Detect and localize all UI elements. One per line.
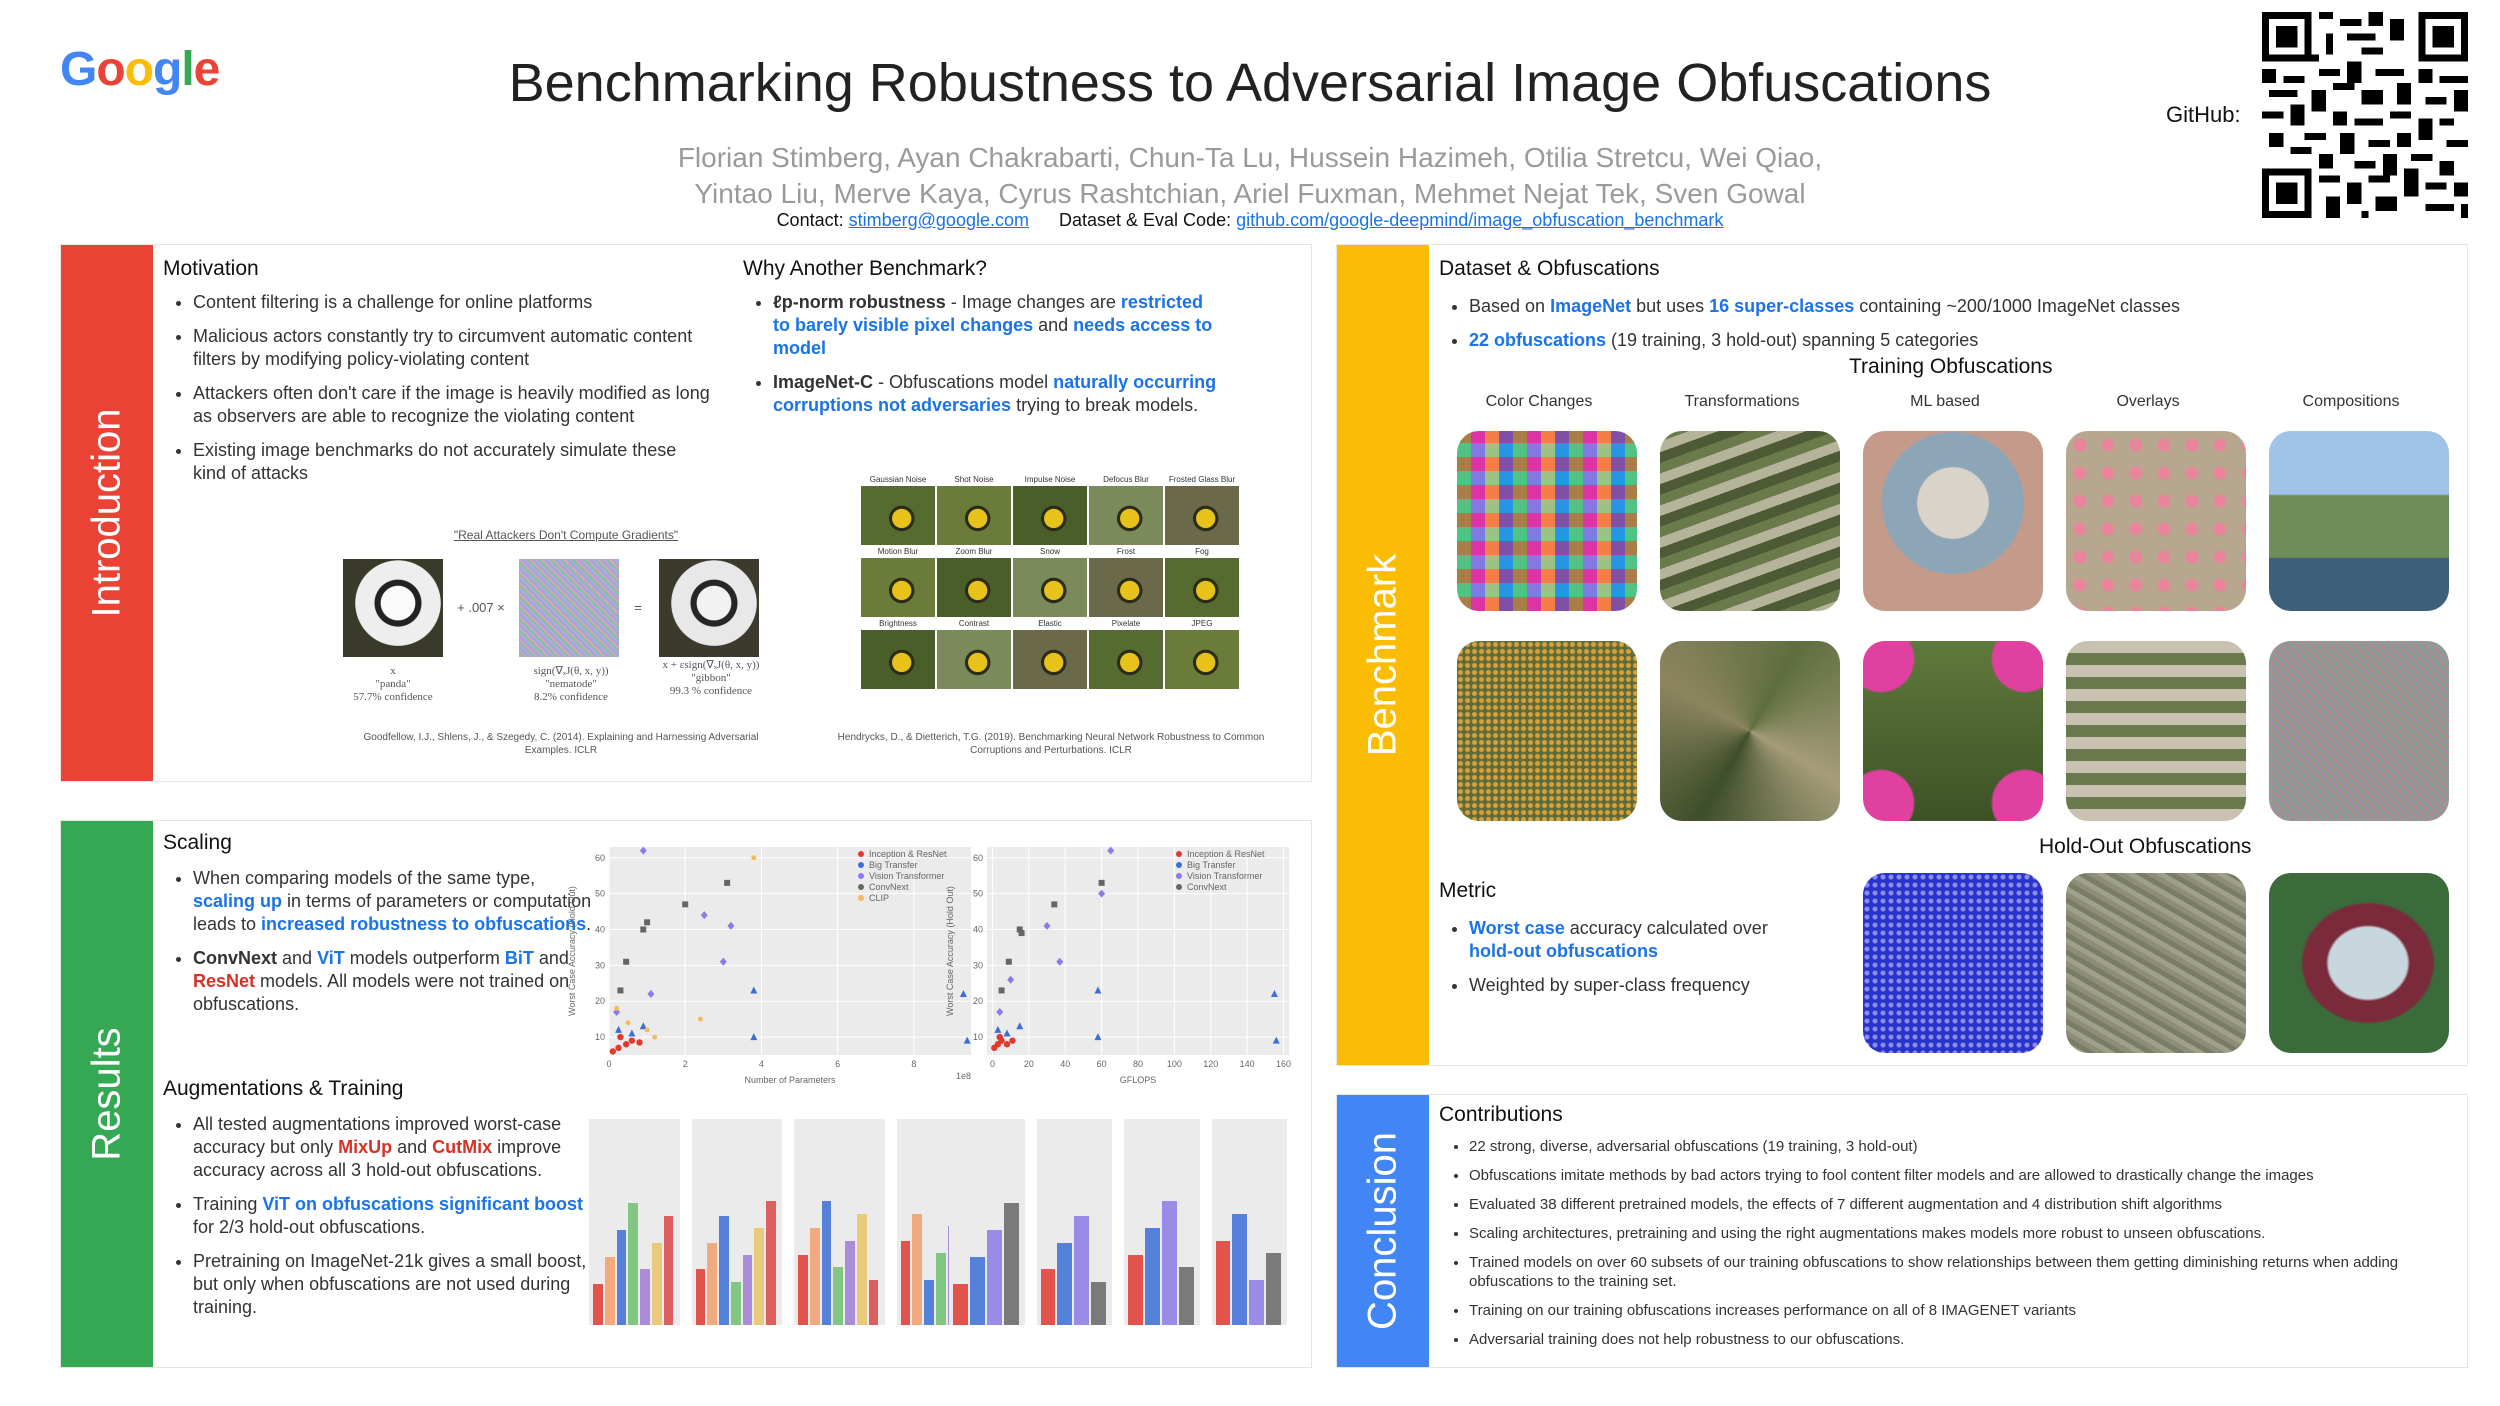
bar: [1179, 1267, 1194, 1325]
legend-marker: [858, 851, 864, 857]
imagenet-c-thumb-label: Pixelate: [1111, 619, 1141, 628]
legend-marker: [1176, 884, 1182, 890]
bar-chart-subplot: [1037, 1119, 1113, 1325]
bar: [1074, 1216, 1089, 1325]
legend-marker: [858, 873, 864, 879]
bar: [1232, 1214, 1247, 1325]
legend-marker: [858, 862, 864, 868]
bar: [833, 1267, 843, 1325]
list-item: • Evaluated 38 different pretrained models, the effects of 7 different augmentation and 4 distribution shift algorithms: [1469, 1195, 2479, 1214]
metric-list: [1439, 917, 1809, 1008]
bar: [924, 1280, 934, 1325]
data-point: [682, 901, 688, 907]
bar: [1162, 1201, 1177, 1325]
imagenet-c-thumb-label: Snow: [1039, 547, 1060, 556]
bar: [1057, 1243, 1072, 1325]
adversarial-panda-image: [659, 559, 759, 657]
bar: [1004, 1203, 1019, 1325]
x-tick-label: 160: [1276, 1059, 1292, 1069]
y-axis-label: Worst Case Accuracy (Hold Out): [567, 886, 577, 1016]
data-point: [999, 987, 1005, 993]
bar: [1266, 1253, 1281, 1325]
x-tick-label: 40: [1060, 1059, 1071, 1069]
legend-marker: [1176, 862, 1182, 868]
imagenet-c-thumb: [1089, 558, 1163, 617]
y-axis-label: Worst Case Accuracy (Hold Out): [945, 886, 955, 1016]
conclusion-bar-label: Conclusion: [1360, 1132, 1405, 1330]
data-point: [751, 855, 756, 860]
x-tick-label: 6: [835, 1059, 841, 1069]
imagenet-c-thumb: [1165, 630, 1239, 689]
list-item: • Attackers often don't care if the image is heavily modified as long as observers are able to recognize the violating content: [193, 382, 713, 428]
bar: [664, 1216, 674, 1325]
augmentations-heading: Augmentations & Training: [163, 1077, 404, 1100]
list-item: • Based on ImageNet but uses 16 super-classes containing ~200/1000 ImageNet classes: [1469, 295, 2469, 318]
qr-code-icon[interactable]: [2262, 12, 2468, 218]
data-point: [610, 1048, 616, 1054]
motivation-list: [163, 291, 713, 496]
training-bar-charts: [941, 1111, 1301, 1351]
y-tick-label: 30: [972, 960, 983, 971]
x-axis-label: Number of Parameters: [744, 1075, 836, 1085]
imagenet-c-thumb: [861, 558, 935, 617]
obfuscation-overlay-2: [2066, 641, 2246, 821]
conclusion-bar: [1337, 1095, 1429, 1367]
data-point: [615, 1045, 621, 1051]
holdout-obfuscation-1: [1863, 873, 2043, 1053]
panda-image: [343, 559, 443, 657]
data-point: [636, 1039, 642, 1045]
obfuscation-overlay-1: [2066, 431, 2246, 611]
fig1-eq: =: [634, 600, 642, 615]
legend-marker: [858, 895, 864, 901]
y-tick-label: 50: [594, 888, 605, 899]
bar: [798, 1255, 808, 1325]
list-item: • 22 obfuscations (19 training, 3 hold-out) spanning 5 categories: [1469, 329, 2469, 352]
legend-marker: [1176, 851, 1182, 857]
imagenet-c-thumb-label: Defocus Blur: [1103, 475, 1149, 484]
dataset-heading: Dataset & Obfuscations: [1439, 257, 1660, 280]
bar-chart-subplot: [1212, 1119, 1288, 1325]
imagenet-c-thumb-label: Frost: [1116, 547, 1136, 556]
fig1-caption-1: x "panda" 57.7% confidence: [353, 665, 433, 703]
list-item: • ℓp-norm robustness - Image changes are restricted to barely visible pixel changes and needs access to model: [773, 291, 1223, 360]
contact-email-link[interactable]: stimberg@google.com: [848, 210, 1029, 230]
list-item: • When comparing models of the same type, scaling up in terms of parameters or computation leads to increased robustness to obfuscations.: [193, 867, 593, 936]
scatter-chart-gflops: [941, 837, 1301, 1089]
legend-label: Vision Transformer: [869, 871, 945, 881]
scatter-chart-parameters: [563, 837, 983, 1089]
holdout-obfuscation-3: [2269, 873, 2449, 1053]
imagenet-c-thumb: [1165, 486, 1239, 545]
scaling-list: [163, 867, 593, 1027]
list-item: • Weighted by super-class frequency: [1469, 974, 1809, 997]
imagenet-c-thumb-label: Motion Blur: [877, 547, 919, 556]
obfuscation-transform-2: [1660, 641, 1840, 821]
category-label: Overlays: [2116, 393, 2180, 410]
x-axis-label: GFLOPS: [1119, 1075, 1157, 1085]
imagenet-c-thumb: [937, 486, 1011, 545]
fig1-title: "Real Attackers Don't Compute Gradients": [453, 528, 679, 542]
x-tick-label: 120: [1203, 1059, 1219, 1069]
logo-letter: e: [193, 43, 220, 96]
bar: [696, 1269, 706, 1325]
imagenet-c-thumb: [1013, 630, 1087, 689]
imagenet-c-thumb-label: Gaussian Noise: [869, 475, 927, 484]
y-tick-label: 20: [594, 996, 605, 1007]
x-tick-label: 100: [1166, 1059, 1182, 1069]
poster-title: Benchmarking Robustness to Adversarial Image Obfuscations: [508, 53, 1992, 113]
bar: [1216, 1241, 1231, 1325]
x-tick-label: 4: [758, 1059, 764, 1069]
metric-heading: Metric: [1439, 879, 1497, 902]
bar: [857, 1214, 867, 1325]
legend-label: CLIP: [869, 893, 890, 903]
conclusion-panel: [1336, 1094, 2468, 1368]
legend-label: Big Transfer: [1187, 860, 1236, 870]
legend-marker: [1176, 873, 1182, 879]
x-tick-label: 60: [1096, 1059, 1107, 1069]
bar: [766, 1201, 776, 1325]
fig1-citation: Goodfellow, I.J., Shlens, J., & Szegedy, C. (2014). Explaining and Harnessing Adversarial Examples. ICLR: [363, 732, 759, 756]
logo-letter: o: [124, 43, 153, 96]
x-tick-label: 0: [989, 1059, 995, 1069]
imagenet-c-thumb: [937, 630, 1011, 689]
data-point: [652, 1035, 657, 1040]
results-panel: [60, 820, 1312, 1368]
imagenet-c-thumb: [1013, 558, 1087, 617]
contributions-list: [1439, 1137, 2479, 1359]
bar: [822, 1201, 832, 1325]
contact-line: [520, 210, 1980, 231]
x-tick-label: 2: [682, 1059, 688, 1069]
obfuscation-color-mosaic: [1457, 431, 1637, 611]
bar-chart-subplot: [794, 1119, 885, 1325]
legend-label: ConvNext: [869, 882, 909, 892]
bar: [617, 1230, 627, 1325]
bar: [652, 1243, 662, 1325]
imagenet-c-thumb-label: Impulse Noise: [1024, 475, 1076, 484]
category-label: ML based: [1910, 393, 1980, 410]
bar: [754, 1228, 764, 1325]
authors-line-2: Yintao Liu, Merve Kaya, Cyrus Rashtchian, Ariel Fuxman, Mehmet Nejat Tek, Sven Gowal: [694, 178, 1806, 209]
logo-letter: l: [181, 43, 194, 96]
obfuscation-color-dots: [1457, 641, 1637, 821]
data-point: [640, 926, 646, 932]
list-item: • Trained models on over 60 subsets of our training obfuscations to show relationships between them getting diminishing returns when adding obfuscations to the training set.: [1469, 1253, 2479, 1291]
legend-label: Inception & ResNet: [1187, 849, 1265, 859]
list-item: • Content filtering is a challenge for online platforms: [193, 291, 713, 314]
contact-label: Contact:: [776, 210, 844, 230]
bar: [987, 1230, 1002, 1325]
list-item: • Adversarial training does not help robustness to our obfuscations.: [1469, 1330, 2479, 1349]
fig1-caption-2: sign(∇ₓJ(θ, x, y)) "nematode" 8.2% confidence: [533, 665, 609, 703]
why-benchmark-list: [743, 291, 1223, 428]
bar: [605, 1257, 615, 1325]
bar: [901, 1241, 911, 1325]
imagenet-c-grid: [861, 475, 1241, 691]
benchmark-panel: [1336, 244, 2468, 1066]
augmentations-list: [163, 1113, 593, 1330]
imagenet-c-thumb: [937, 558, 1011, 617]
imagenet-c-thumb: [861, 486, 935, 545]
y-tick-label: 20: [972, 996, 983, 1007]
data-point: [1009, 1037, 1015, 1043]
data-point: [623, 1041, 629, 1047]
x-tick-label: 80: [1132, 1059, 1144, 1069]
y-tick-label: 30: [594, 960, 605, 971]
imagenet-c-thumb-label: Fog: [1195, 547, 1209, 556]
list-item: • Existing image benchmarks do not accurately simulate these kind of attacks: [193, 439, 713, 485]
legend-label: Inception & ResNet: [869, 849, 947, 859]
github-label: GitHub:: [2166, 102, 2241, 127]
data-point: [644, 919, 650, 925]
data-point: [997, 1034, 1003, 1040]
logo-letter: G: [60, 43, 97, 96]
bar: [970, 1257, 985, 1325]
imagenet-c-thumb-label: Shot Noise: [954, 475, 994, 484]
bar: [869, 1280, 879, 1325]
legend-label: Big Transfer: [869, 860, 918, 870]
bar-chart-subplot: [692, 1119, 783, 1325]
data-point: [626, 1020, 631, 1025]
y-tick-label: 10: [972, 1032, 983, 1043]
motivation-heading: Motivation: [163, 257, 259, 280]
list-item: • ConvNext and ViT models outperform BiT and ResNet models. All models were not trained on obfuscations.: [193, 947, 593, 1016]
bar: [1091, 1282, 1106, 1325]
augmentation-bar-charts: [581, 1111, 1001, 1351]
data-point: [645, 1027, 650, 1032]
logo-letter: o: [96, 43, 125, 96]
x-tick-label: 8: [911, 1059, 917, 1069]
data-point: [617, 987, 623, 993]
authors-line-1: Florian Stimberg, Ayan Chakrabarti, Chun-Ta Lu, Hussein Hazimeh, Otilia Stretcu, Wei Qiao,: [677, 142, 1823, 173]
obfuscation-composition-2: [2269, 641, 2449, 821]
bar: [593, 1284, 603, 1325]
bar: [743, 1255, 753, 1325]
x-exponent-label: 1e8: [955, 1071, 971, 1081]
bar: [719, 1216, 729, 1325]
x-tick-label: 20: [1023, 1059, 1034, 1069]
list-item: • Scaling architectures, pretraining and using the right augmentations makes models more robust to unseen obfuscations.: [1469, 1224, 2479, 1243]
bar: [912, 1214, 922, 1325]
imagenet-c-thumb-label: Frosted Glass Blur: [1168, 475, 1236, 484]
imagenet-c-thumb-label: Elastic: [1038, 619, 1062, 628]
imagenet-c-thumb: [1013, 486, 1087, 545]
data-point: [698, 1017, 703, 1022]
data-point: [1099, 880, 1105, 886]
list-item: • Malicious actors constantly try to circumvent automatic content filters by modifying policy-violating content: [193, 325, 713, 371]
list-item: • Training ViT on obfuscations significant boost for 2/3 hold-out obfuscations.: [193, 1193, 593, 1239]
bar-chart-subplot: [589, 1119, 680, 1325]
benchmark-bar-label: Benchmark: [1360, 553, 1405, 757]
holdout-obfuscation-2: [2066, 873, 2246, 1053]
bar: [731, 1282, 741, 1325]
list-item: • Training on our training obfuscations increases performance on all of 8 IMAGENET variants: [1469, 1301, 2479, 1320]
y-tick-label: 60: [594, 852, 605, 863]
obfuscation-transform-1: [1660, 431, 1840, 611]
scaling-heading: Scaling: [163, 831, 232, 854]
category-label: Transformations: [1684, 393, 1800, 410]
y-tick-label: 40: [972, 924, 983, 935]
category-label: Compositions: [2302, 393, 2400, 410]
author-list: [520, 140, 1980, 212]
imagenet-c-thumb: [861, 630, 935, 689]
legend-marker: [858, 884, 864, 890]
category-label: Color Changes: [1485, 393, 1593, 410]
bar: [1041, 1269, 1056, 1325]
fig2-citation: Hendrycks, D., & Dietterich, T.G. (2019). Benchmarking Neural Network Robustness to Common Corruptions and Perturbations. ICLR: [837, 732, 1265, 756]
imagenet-c-thumb-label: Zoom Blur: [955, 547, 993, 556]
results-bar: [61, 821, 153, 1367]
google-logo: [60, 42, 219, 97]
bar-chart-subplot: [949, 1119, 1025, 1325]
code-link[interactable]: github.com/google-deepmind/image_obfuscation_benchmark: [1236, 210, 1724, 230]
contributions-heading: Contributions: [1439, 1103, 1563, 1126]
fig1-caption-3: x + εsign(∇ₓJ(θ, x, y)) "gibbon" 99.3 % confidence: [662, 659, 760, 697]
bar: [845, 1241, 855, 1325]
bar-chart-subplot: [1124, 1119, 1200, 1325]
bar: [628, 1203, 638, 1325]
data-point: [623, 959, 629, 965]
benchmark-bar: [1337, 245, 1429, 1065]
data-point: [614, 1006, 619, 1011]
imagenet-c-thumb-label: JPEG: [1191, 619, 1213, 628]
list-item: • Pretraining on ImageNet-21k gives a small boost, but only when obfuscations are not used during training.: [193, 1250, 593, 1319]
obfuscation-composition-1: [2269, 431, 2449, 611]
dataset-list: [1439, 295, 2469, 363]
obfuscation-ml-based-2: [1863, 641, 2043, 821]
list-item: • 22 strong, diverse, adversarial obfuscations (19 training, 3 hold-out): [1469, 1137, 2479, 1156]
results-bar-label: Results: [84, 1027, 129, 1161]
introduction-panel: [60, 244, 1312, 782]
training-obfuscations-title: Training Obfuscations: [1849, 355, 2053, 378]
imagenet-c-thumb-label: Contrast: [958, 619, 990, 628]
bar: [1128, 1255, 1143, 1325]
data-point: [1017, 926, 1023, 932]
bar: [1145, 1228, 1160, 1325]
data-point: [1004, 1041, 1010, 1047]
noise-image: [519, 559, 619, 657]
data-point: [1006, 959, 1012, 965]
list-item: • All tested augmentations improved worst-case accuracy but only MixUp and CutMix improve accuracy across all 3 hold-out obfuscations.: [193, 1113, 593, 1182]
data-point: [617, 1034, 623, 1040]
bar: [810, 1228, 820, 1325]
bar: [707, 1243, 717, 1325]
imagenet-c-thumb: [1089, 486, 1163, 545]
holdout-obfuscations-title: Hold-Out Obfuscations: [2039, 835, 2252, 858]
introduction-bar-label: Introduction: [84, 408, 129, 618]
bar: [640, 1269, 650, 1325]
introduction-bar: [61, 245, 153, 781]
why-benchmark-heading: Why Another Benchmark?: [743, 257, 987, 280]
data-point: [724, 880, 730, 886]
imagenet-c-thumb: [1165, 558, 1239, 617]
x-tick-label: 140: [1239, 1059, 1255, 1069]
data-point: [629, 1037, 635, 1043]
legend-label: Vision Transformer: [1187, 871, 1263, 881]
data-point: [1051, 901, 1057, 907]
legend-label: ConvNext: [1187, 882, 1227, 892]
y-tick-label: 60: [972, 852, 983, 863]
code-label: Dataset & Eval Code:: [1059, 210, 1232, 230]
y-tick-label: 10: [594, 1032, 605, 1043]
logo-letter: g: [153, 43, 182, 96]
obfuscation-ml-based-1: [1863, 431, 2043, 611]
bar: [953, 1284, 968, 1325]
y-tick-label: 40: [594, 924, 605, 935]
imagenet-c-thumb: [1089, 630, 1163, 689]
fig1-plus: + .007 ×: [457, 600, 505, 615]
list-item: • Worst case accuracy calculated over hold-out obfuscations: [1469, 917, 1809, 963]
bar: [1249, 1280, 1264, 1325]
list-item: • ImageNet-C - Obfuscations model naturally occurring corruptions not adversaries trying to break models.: [773, 371, 1223, 417]
list-item: • Obfuscations imitate methods by bad actors trying to fool content filter models and are allowed to drastically change the images: [1469, 1166, 2479, 1185]
imagenet-c-thumb-label: Brightness: [879, 619, 917, 628]
x-tick-label: 0: [606, 1059, 612, 1069]
y-tick-label: 50: [972, 888, 983, 899]
